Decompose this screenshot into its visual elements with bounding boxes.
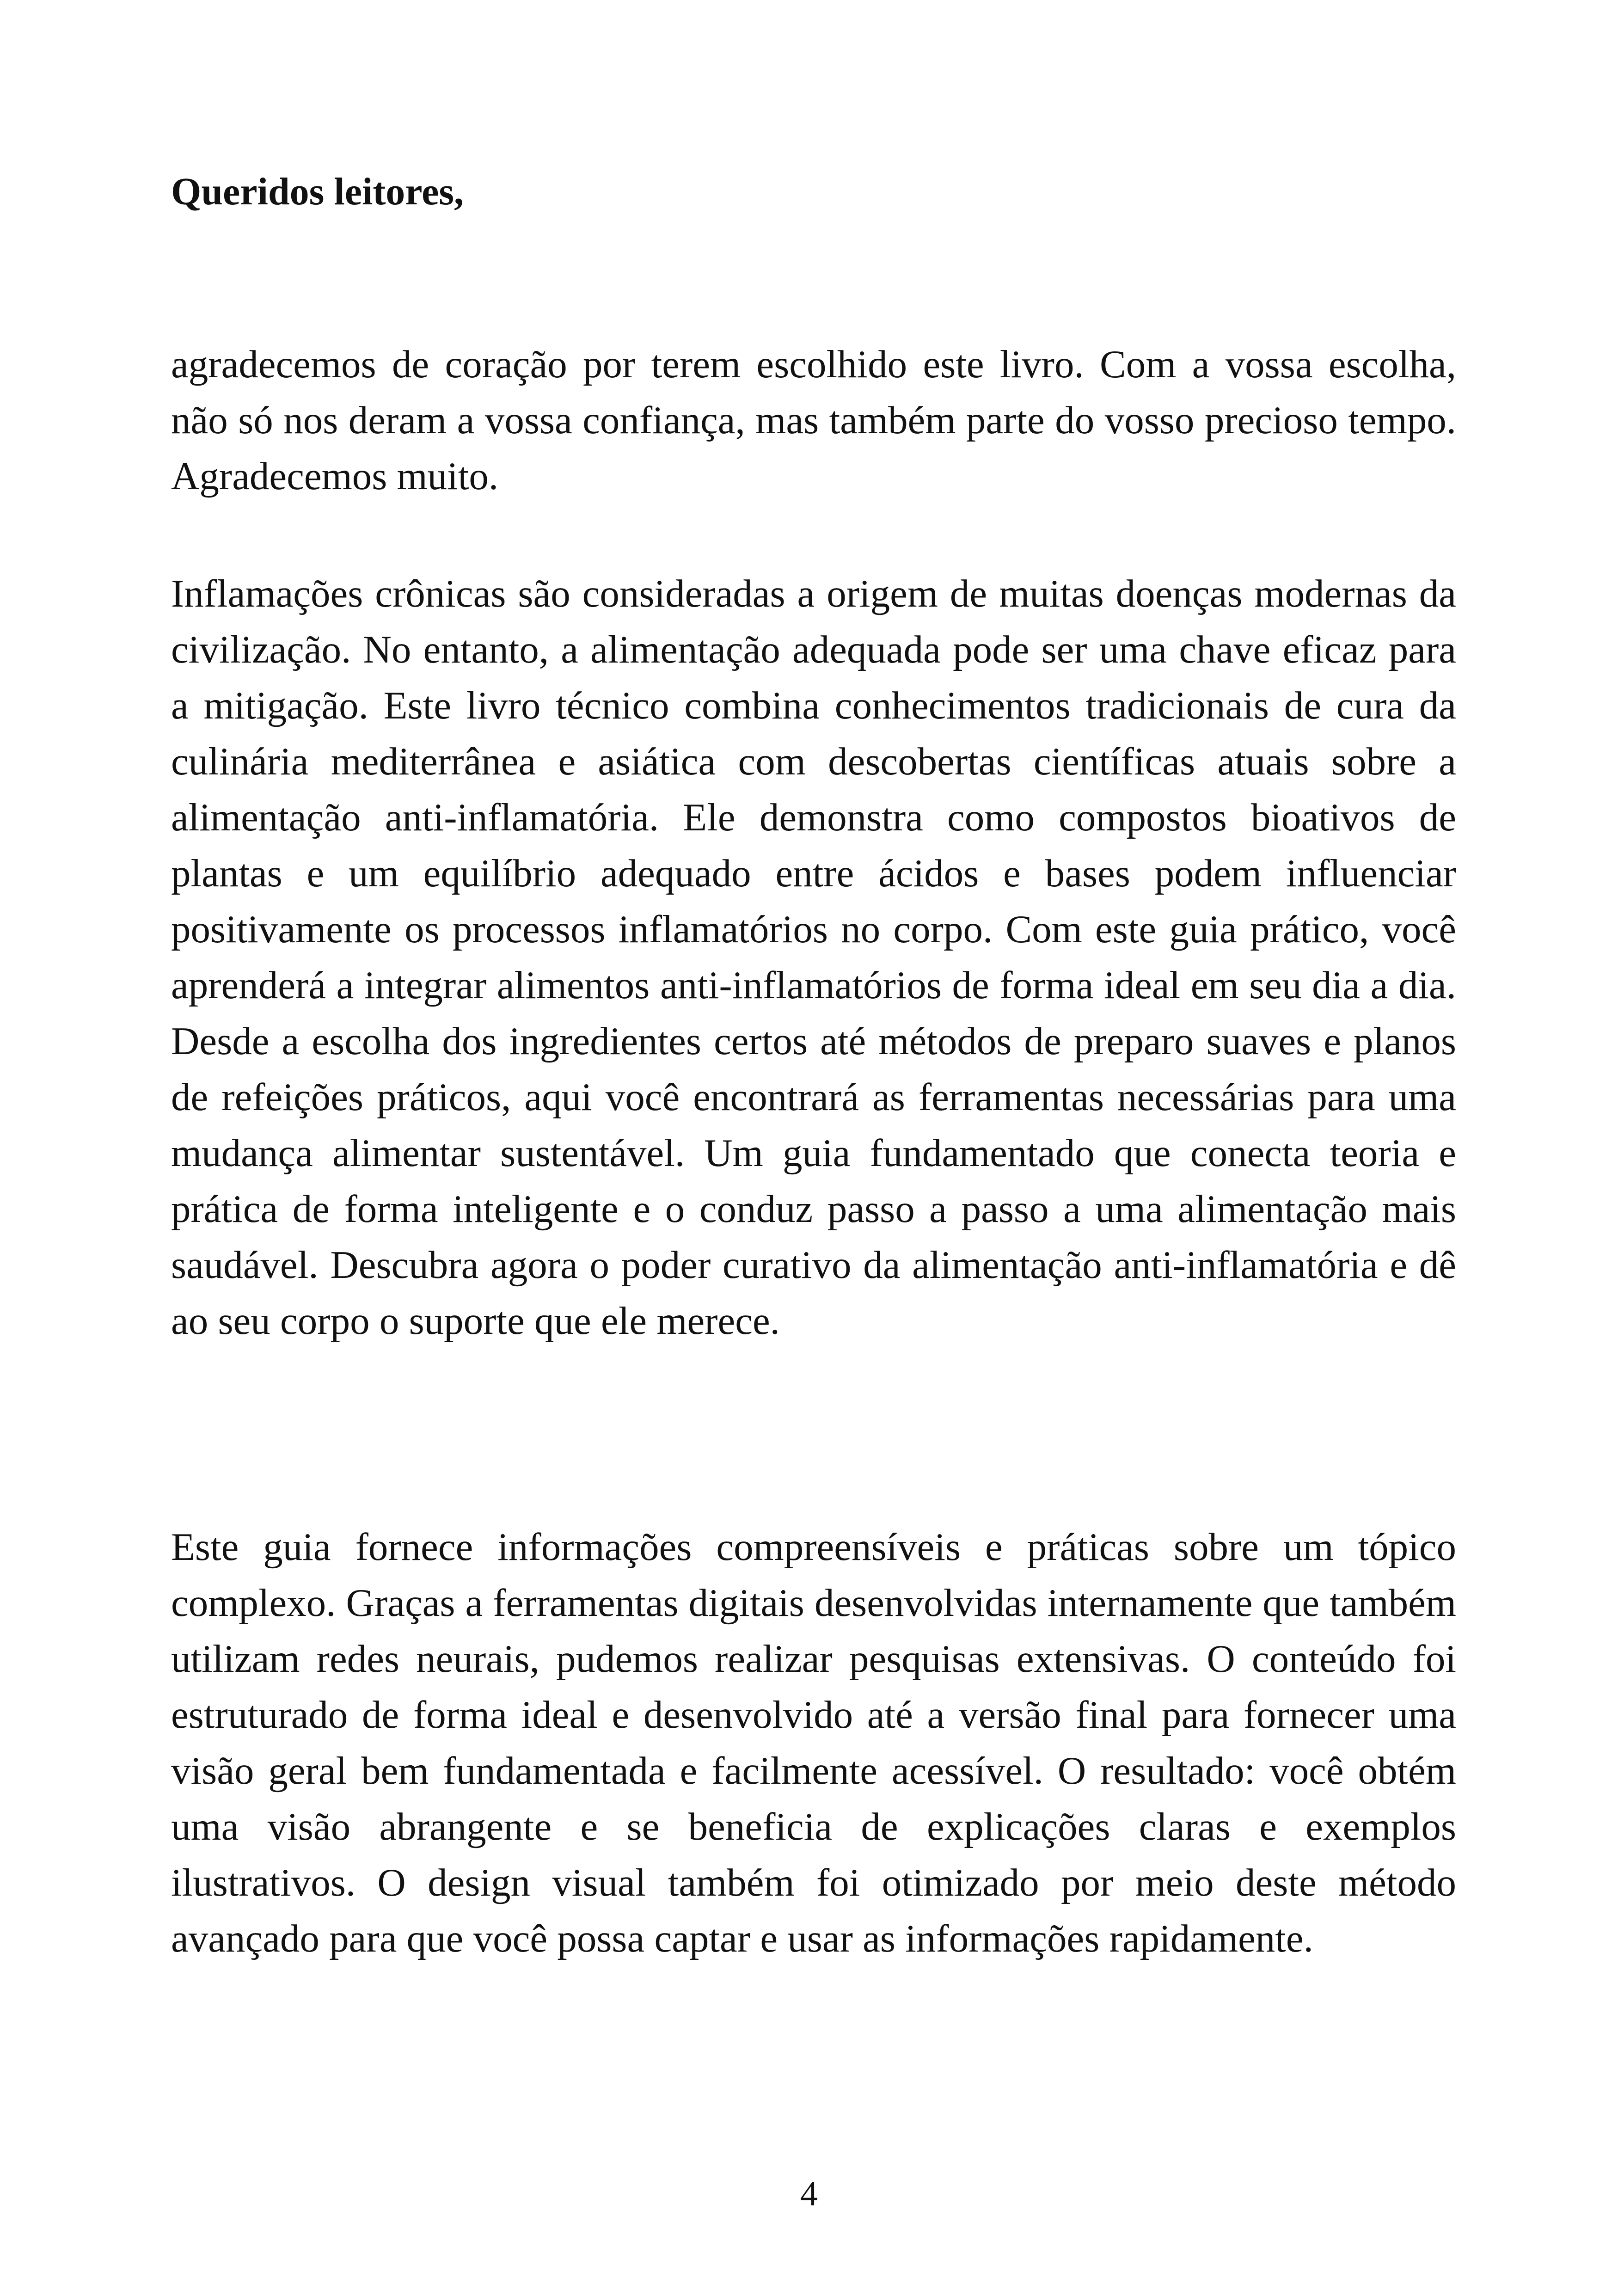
page-number: 4	[800, 2174, 818, 2213]
paragraph-guide-method: Este guia fornece informações compreensíveis e práticas sobre um tópico complexo. Graças a ferramentas digitais desenvolvidas internamente que também utilizam redes neurais, pudemos realizar pesquisas extensivas. O conteúdo foi estruturado de forma ideal e desenvolvido até a versão final para fornecer uma visão geral bem fundamentada e facilmente acessível. O resultado: você obtém uma visão abrangente e se beneficia de explicações claras e exemplos ilustrativos. O design visual também foi otimizado por meio deste método avançado para que você possa captar e usar as informações rapidamente.	[171, 1525, 1456, 1960]
paragraph-thanks: agradecemos de coração por terem escolhido este livro. Com a vossa escolha, não só nos deram a vossa confiança, mas também parte do vosso precioso tempo. Agradecemos muito.	[171, 343, 1456, 498]
paragraph-book-summary: Inflamações crônicas são consideradas a origem de muitas doenças modernas da civilização. No entanto, a alimentação adequada pode ser uma chave eficaz para a mitigação. Este livro técnico combina conhecimentos tradicionais de cura da culinária mediterrânea e asiática com descobertas científicas atuais sobre a alimentação anti-inflamatória. Ele demonstra como compostos bioativos de plantas e um equilíbrio adequado entre ácidos e bases podem influenciar positivamente os processos inflamatórios no corpo. Com este guia prático, você aprenderá a integrar alimentos anti-inflamatórios de forma ideal em seu dia a dia. Desde a escolha dos ingredientes certos até métodos de preparo suaves e planos de refeições práticos, aqui você encontrará as ferramentas necessárias para uma mudança alimentar sustentável. Um guia fundamentado que conecta teoria e prática de forma inteligente e o conduz passo a passo a uma alimentação mais saudável. Descubra agora o poder curativo da alimentação anti-inflamatória e dê ao seu corpo o suporte que ele merece.	[171, 572, 1456, 1343]
salutation: Queridos leitores,	[171, 170, 464, 213]
